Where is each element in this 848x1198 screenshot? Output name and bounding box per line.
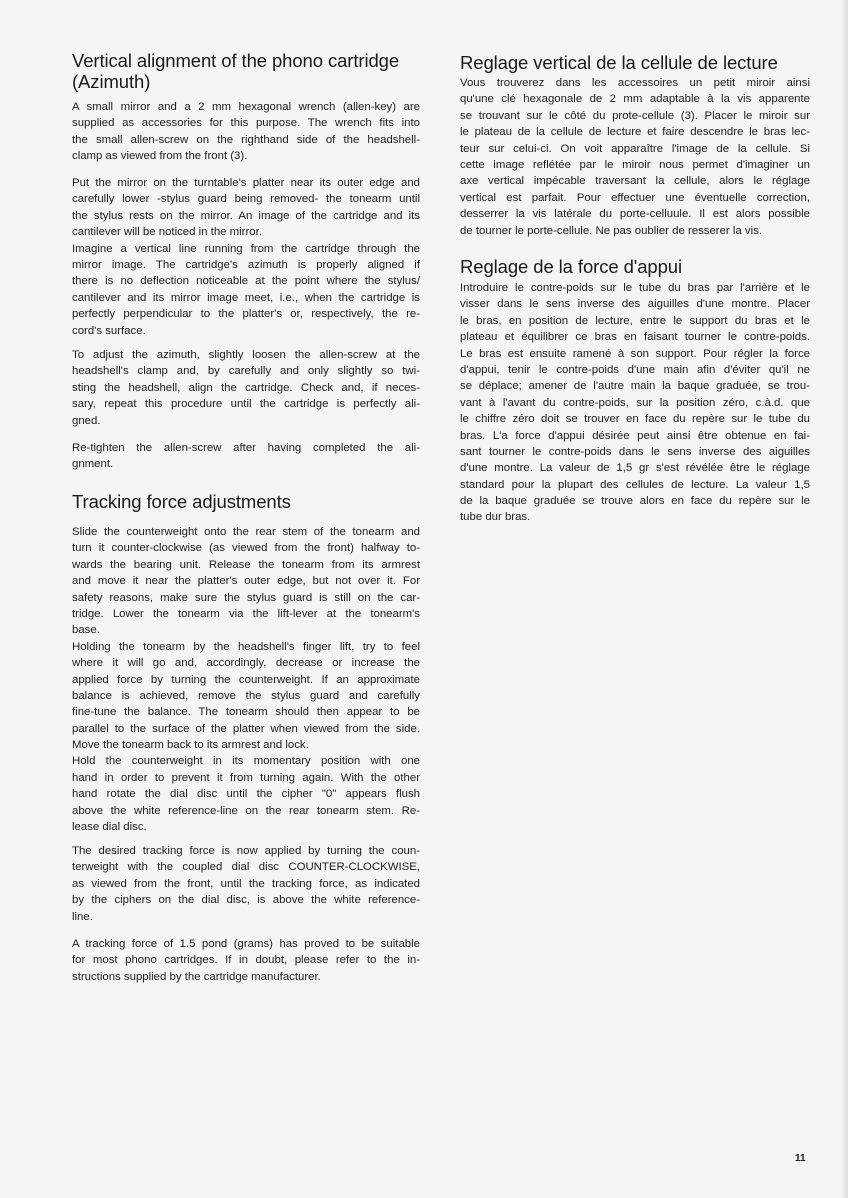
heading-line: Reglage vertical de la cellule de lecture: [460, 52, 778, 73]
paragraph-azimuth-adjust: [72, 347, 420, 429]
heading-tracking-force: [72, 491, 291, 512]
heading-line: (Azimuth): [72, 71, 151, 92]
text-line: and move it near the platter's outer edge, but not over it. For: [72, 575, 420, 588]
text-line: carefully lower -stylus guard being removed- the tonearm until: [72, 193, 420, 206]
text-line: mirror image. The cartridge's azimuth is properly aligned if: [72, 258, 420, 271]
text-line: fine-tune the balance. The tonearm should then appear to be: [72, 706, 420, 719]
paragraph-tracking-counterweight: [72, 524, 420, 835]
text-line: cord's surface.: [72, 324, 146, 337]
text-line: terweight with the coupled dial disc COUNTER-CLOCKWISE,: [72, 861, 420, 874]
text-line: Move the tonearm back to its armrest and lock.: [72, 739, 309, 752]
text-line: gned.: [72, 414, 101, 427]
text-line: Holding the tonearm by the headshell's finger lift, try to feel: [72, 640, 420, 653]
text-line: Put the mirror on the turntable's platter near its outer edge and: [72, 177, 420, 189]
text-line: perfectly perpendicular to the platter's or, respectively, the re-: [72, 308, 420, 321]
text-line: cantilever will be noticed in the mirror.: [72, 226, 262, 239]
text-line: de tourner le porte-cellule. Ne pas oublier de resserer la vis.: [460, 224, 763, 237]
paragraph-azimuth-mirror: [72, 175, 420, 339]
heading-force-appui: [460, 256, 682, 277]
text-line: le plateau de la cellule de lecture et faire descendre le bras lec-: [460, 126, 810, 139]
text-line: parallel to the surface of the platter when viewed from the side.: [72, 722, 420, 735]
text-line: clamp as viewed from the front (3).: [72, 150, 248, 163]
text-line: balance is achieved, remove the stylus guard and carefully: [72, 689, 420, 702]
text-line: hand in order to prevent it from turning again. With the other: [72, 771, 420, 784]
text-line: turn it counter-clockwise (as viewed from the front) halfway to-: [72, 542, 420, 555]
text-line: vant à l'avant du contre-poids, sur la position zéro, c.à.d. que: [460, 396, 810, 409]
text-line: se déplace; amener de l'autre main la baque graduée, se trou-: [460, 380, 810, 393]
paragraph-azimuth-accessories: [72, 99, 420, 165]
text-line: Vous trouverez dans les accessoires un petit miroir ainsi: [460, 77, 810, 89]
text-line: sant tourner le contre-poids dans le sens inverse des aiguilles: [460, 445, 810, 458]
text-line: sary, repeat this procedure until the cartridge is perfectly ali-: [72, 398, 420, 411]
text-line: Imagine a vertical line running from the cartridge through the: [72, 242, 420, 255]
page-edge-shadow: [842, 0, 848, 1198]
text-line: d'une montre. La valeur de 1,5 gr s'est révélée être le réglage: [460, 462, 810, 475]
text-line: Slide the counterweight onto the rear stem of the tonearm and: [72, 526, 420, 538]
paragraph-tracking-recommended: [72, 936, 420, 985]
text-line: A small mirror and a 2 mm hexagonal wrench (allen-key) are: [72, 101, 420, 113]
text-line: hand rotate the dial disc until the cipher "0" appears flush: [72, 788, 420, 801]
text-line: line.: [72, 910, 93, 923]
text-line: The desired tracking force is now applied by turning the coun-: [72, 845, 420, 857]
text-line: wards the bearing unit. Release the tonearm from its armrest: [72, 558, 420, 571]
text-line: by the ciphers on the dial disc, is above the white reference-: [72, 894, 420, 907]
text-line: tridge. Lower the tonearm via the lift-lever at the tonearm's: [72, 607, 420, 620]
text-line: Re-tighten the allen-screw after having completed the ali-: [72, 442, 420, 454]
text-line: safety reasons, make sure the stylus guard is still on the car-: [72, 591, 420, 604]
text-line: structions supplied by the cartridge manufacturer.: [72, 970, 321, 983]
text-line: desserrer la vis latérale du porte-celluule. Il est alors possible: [460, 208, 810, 221]
text-line: lease dial disc.: [72, 821, 147, 834]
text-line: supplied as accessories for this purpose. The wrench fits into: [72, 117, 420, 130]
text-line: Le bras est ensuite ramené à son support. Pour régler la force: [460, 347, 810, 360]
text-line: bras. L'a force d'appui désirée peut ainsi être obtenue en fai-: [460, 429, 810, 442]
text-line: for most phono cartridges. If in doubt, please refer to the in-: [72, 954, 420, 967]
text-line: applied force by turning the counterweight. If an approximate: [72, 673, 420, 686]
text-line: qu'une clé hexagonale de 2 mm adaptable à la vis apparente: [460, 93, 810, 106]
text-line: where it will go and, accordingly, decrease or increase the: [72, 657, 420, 670]
text-line: as viewed from the front, until the tracking force, as indicated: [72, 877, 420, 890]
text-line: vertical est parfait. Pour effectuer une éventuelle correction,: [460, 191, 810, 204]
text-line: A tracking force of 1.5 pond (grams) has proved to be suitable: [72, 938, 420, 950]
text-line: headshell's clamp and, by carefully and only slightly so twi-: [72, 365, 420, 378]
text-line: cette image reflétée par le miroir nous permet d'imaginer un: [460, 158, 810, 171]
heading-line: Vertical alignment of the phono cartridge: [72, 50, 400, 71]
text-line: above the white reference-line on the rear tonearm stem. Re-: [72, 804, 420, 817]
text-line: sting the headshell, align the cartridge. Check and, if neces-: [72, 381, 420, 394]
text-line: To adjust the azimuth, slightly loosen the allen-screw at the: [72, 349, 420, 361]
paragraph-reglage-vertical: [460, 75, 810, 239]
text-line: Introduire le contre-poids sur le tube du bras par l'arrière et le: [460, 282, 810, 294]
heading-line: Tracking force adjustments: [72, 491, 291, 512]
text-line: le chiffre zéro doit se trouver en face du repère sur le tube du: [460, 413, 810, 426]
text-line: standard pour la plupart des cellules de lecture. La valeur 1,5: [460, 478, 810, 491]
text-line: tube dur bras.: [460, 511, 531, 524]
paragraph-tracking-desired-force: [72, 843, 420, 925]
text-line: gnment.: [72, 458, 114, 471]
text-line: se trouvant sur le côté du prote-cellule (3). Placer le miroir sur: [460, 109, 810, 122]
text-line: visser dans le sens inverse des aiguilles d'une montre. Placer: [460, 298, 810, 311]
paragraph-force-appui: [460, 280, 810, 526]
paragraph-azimuth-retighten: [72, 440, 420, 473]
heading-azimuth: [72, 50, 399, 92]
text-line: plateau et équilibrer ce bras en faisant tourner le contre-poids.: [460, 331, 810, 344]
text-line: there is no deflection noticeable at the point where the stylus/: [72, 275, 420, 288]
text-line: le bras, en position de lecture, entre le support du bras et le: [460, 314, 810, 327]
text-line: de la baque graduée se trouve alors en face du repère sur le: [460, 495, 810, 508]
text-line: the small allen-screw on the righthand side of the headshell-: [72, 133, 420, 146]
text-line: axe vertical impécable traversant la cellule, alors le réglage: [460, 175, 810, 188]
page-number: 11: [795, 1153, 806, 1164]
heading-line: Reglage de la force d'appui: [460, 256, 682, 277]
text-line: d'appui, tenir le contre-poids d'une main afin d'éviter qu'il ne: [460, 363, 810, 376]
text-line: the stylus rests on the mirror. An image of the cartridge and its: [72, 209, 420, 222]
text-line: teur sur celui-ci. On voit apparaître l'image de la cellule. Si: [460, 142, 810, 155]
text-line: cantilever and its mirror image meet, i.e., when the cartridge is: [72, 291, 420, 304]
text-line: Hold the counterweight in its momentary position with one: [72, 755, 420, 768]
heading-reglage-vertical: [460, 52, 778, 73]
text-line: base.: [72, 624, 100, 637]
